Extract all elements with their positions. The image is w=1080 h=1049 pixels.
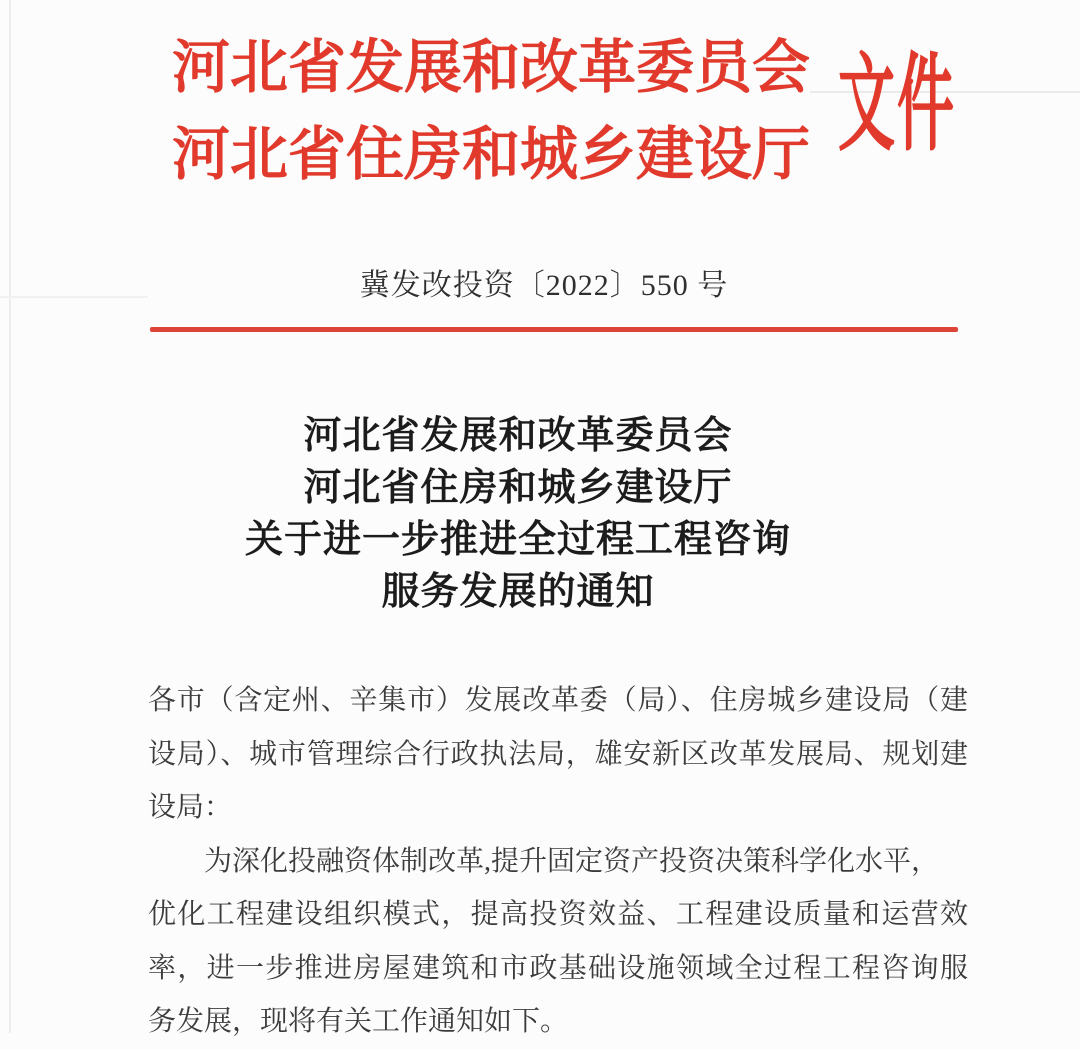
document-title-line: 河北省住房和城乡建设厅 [303, 467, 733, 509]
document-title-line: 服务发展的通知 [381, 571, 655, 613]
recipients-paragraph [148, 674, 968, 835]
document-body [148, 674, 968, 1049]
recipients-line: 各市（含定州、辛集市）发展改革委（局）、住房城乡建设局（建 [148, 685, 968, 716]
paragraph-line: 为深化投融资体制改革,提升固定资产投资决策科学化水平， [204, 845, 940, 877]
letterhead-org-line-1: 河北省发展和改革委员会 [172, 35, 811, 100]
red-divider-line [150, 327, 958, 332]
letterhead-doc-type-label: 文件 [838, 47, 956, 165]
document-title-line: 关于进一步推进全过程工程咨询 [244, 519, 791, 561]
document-title [0, 410, 1058, 618]
letterhead-org-line-2: 河北省住房和城乡建设厅 [172, 122, 811, 187]
paragraph-line: 优化工程建设组织模式，提高投资效益、工程建设质量和运营效 [148, 899, 968, 930]
document-title-line: 河北省发展和改革委员会 [303, 415, 733, 457]
recipients-line: 设局）、城市管理综合行政执法局，雄安新区改革发展局、规划建 [148, 738, 968, 770]
main-paragraph [148, 835, 968, 1049]
document-reference-number: 冀发改投资〔2022〕550 号 [359, 269, 729, 302]
paragraph-line: 务发展，现将有关工作通知如下。 [148, 1006, 569, 1037]
paragraph-line: 率，进一步推进房屋建筑和市政基础设施领域全过程工程咨询服 [148, 952, 968, 984]
recipients-line: 设局： [148, 792, 233, 823]
